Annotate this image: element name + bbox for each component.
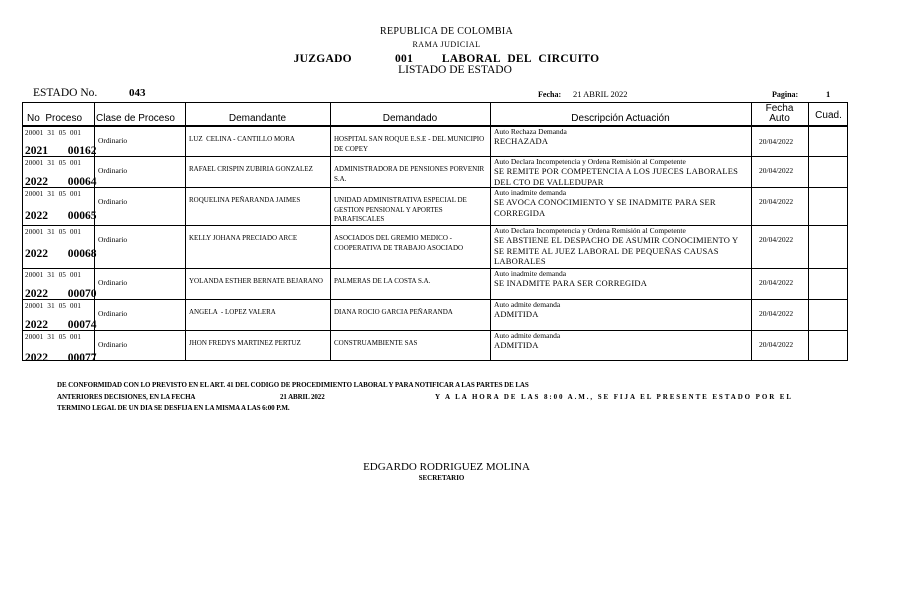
signer-title: SECRETARIO: [418, 474, 465, 482]
process-number: 2022 00065: [25, 210, 97, 222]
actuacion-description: RECHAZADA: [494, 136, 549, 146]
fecha-auto: 20/04/2022: [759, 166, 794, 175]
footer-line-1: DE CONFORMIDAD CON LO PREVISTO EN EL ART. 41 DEL CODIGO DE PROCEDIMIENTO LABORAL Y PARA NOTIFICAR A LAS PARTES DE LAS: [57, 381, 529, 389]
process-number: 2022 00074: [25, 319, 97, 331]
process-code: 20001 31 05 001: [25, 190, 82, 198]
demandado: CONSTRUAMBIENTE SAS: [334, 339, 418, 347]
fecha-auto: 20/04/2022: [759, 278, 794, 287]
footer-date: 21 ABRIL 2022: [280, 393, 325, 401]
estado-label: ESTADO No.: [33, 87, 98, 99]
demandante: JHON FREDYS MARTINEZ PERTUZ: [189, 339, 301, 347]
actuacion-description: ADMITIDA: [494, 309, 539, 319]
republic-title: REPUBLICA DE COLOMBIA: [380, 26, 513, 37]
demandante: ANGELA - LOPEZ VALERA: [189, 308, 276, 316]
table-row: [23, 269, 847, 300]
col-clase: Clase de Proceso: [96, 113, 175, 124]
process-class: Ordinario: [98, 278, 128, 287]
court-title: JUZGADO 001 LABORAL DEL CIRCUITO: [293, 53, 600, 65]
demandante: LUZ CELINA - CANTILLO MORA: [189, 135, 295, 143]
process-class: Ordinario: [98, 166, 128, 175]
process-code: 20001 31 05 001: [25, 333, 82, 341]
process-code: 20001 31 05 001: [25, 129, 82, 137]
footer-line-2-right: Y A LA HORA DE LAS 8:00 A.M., SE FIJA EL PRESENTE ESTADO POR EL: [435, 393, 793, 401]
process-code: 20001 31 05 001: [25, 228, 82, 236]
process-number: 2022 00068: [25, 248, 97, 260]
fecha-auto: 20/04/2022: [759, 340, 794, 349]
process-class: Ordinario: [98, 136, 128, 145]
process-class: Ordinario: [98, 309, 128, 318]
estado-table: [22, 102, 848, 361]
estado-number: 043: [129, 87, 146, 99]
actuacion-type: Auto admite demanda: [494, 300, 561, 309]
demandado: ADMINISTRADORA DE PENSIONES PORVENIR S.A.: [334, 165, 485, 183]
footer-line-2: ANTERIORES DECISIONES, EN LA FECHA: [57, 393, 196, 401]
actuacion-type: Auto inadmite demanda: [494, 269, 567, 278]
table-row: [23, 300, 847, 331]
process-class: Ordinario: [98, 340, 128, 349]
process-code: 20001 31 05 001: [25, 159, 82, 167]
actuacion-description: SE INADMITE PARA SER CORREGIDA: [494, 278, 648, 288]
process-number: 2021 00162: [25, 145, 97, 157]
process-class: Ordinario: [98, 197, 128, 206]
actuacion-description: SE REMITE POR COMPETENCIA A LOS JUECES LABORALES DEL CTO DE VALLEDUPAR: [494, 166, 739, 187]
actuacion-type: Auto Rechaza Demanda: [494, 127, 567, 136]
actuacion-description: SE AVOCA CONOCIMIENTO Y SE INADMITE PARA SER CORREGIDA: [494, 197, 716, 218]
actuacion-description: ADMITIDA: [494, 340, 539, 350]
actuacion-type: Auto admite demanda: [494, 331, 561, 340]
col-demandante: Demandante: [228, 113, 287, 124]
demandado: DIANA ROCIO GARCIA PEÑARANDA: [334, 308, 453, 316]
fecha-value: 21 ABRIL 2022: [573, 89, 628, 99]
table-row: [23, 226, 847, 269]
pagina-label: Pagina:: [772, 90, 799, 99]
col-demandado: Demandado: [382, 113, 438, 124]
col-fecha-auto-2: Auto: [769, 113, 790, 124]
signer-name: EDGARDO RODRIGUEZ MOLINA: [363, 461, 530, 473]
actuacion-type: Auto Declara Incompetencia y Ordena Remisión al Competente: [494, 157, 686, 166]
process-code: 20001 31 05 001: [25, 271, 82, 279]
table-row: [23, 127, 847, 157]
fecha-auto: 20/04/2022: [759, 309, 794, 318]
process-number: 2022 00064: [25, 176, 97, 188]
actuacion-type: Auto inadmite demanda: [494, 188, 567, 197]
footer-line-3: TERMINO LEGAL DE UN DIA SE DESFIJA EN LA MISMA A LAS 6:00 P.M.: [57, 404, 290, 412]
fecha-label: Fecha:: [538, 90, 562, 99]
demandado: UNIDAD ADMINISTRATIVA ESPECIAL DE GESTION PENSIONAL Y APORTES PARAFISCALES: [334, 196, 467, 223]
actuacion-description: SE ABSTIENE EL DESPACHO DE ASUMIR CONOCIMIENTO Y SE REMITE AL JUEZ LABORAL DE PEQUEÑAS CAUSAS LABORALES: [494, 235, 739, 266]
demandante: KELLY JOHANA PRECIADO ARCE: [189, 234, 298, 242]
demandado: HOSPITAL SAN ROQUE E.S.E - DEL MUNICIPIO DE COPEY: [334, 135, 485, 153]
list-title: LISTADO DE ESTADO: [398, 64, 512, 76]
table-row: [23, 331, 847, 361]
fecha-auto: 20/04/2022: [759, 137, 794, 146]
branch-title: RAMA JUDICIAL: [412, 40, 481, 49]
table-header: [23, 103, 847, 127]
fecha-auto: 20/04/2022: [759, 197, 794, 206]
col-fecha-auto-1: Fecha: [765, 103, 794, 114]
process-class: Ordinario: [98, 235, 128, 244]
demandante: ROQUELINA PEÑARANDA JAIMES: [189, 196, 301, 204]
pagina-value: 1: [826, 89, 831, 99]
col-descripcion: Descripción Actuación: [571, 113, 670, 124]
table-row: [23, 188, 847, 226]
demandante: YOLANDA ESTHER BERNATE BEJARANO: [189, 277, 323, 285]
process-number: 2022 00070: [25, 288, 97, 300]
col-cuad: Cuad.: [815, 110, 842, 121]
process-number: 2022 00077: [25, 352, 97, 361]
actuacion-type: Auto Declara Incompetencia y Ordena Remisión al Competente: [494, 226, 686, 235]
fecha-auto: 20/04/2022: [759, 235, 794, 244]
demandante: RAFAEL CRISPIN ZUBIRIA GONZALEZ: [189, 165, 313, 173]
demandado: PALMERAS DE LA COSTA S.A.: [334, 277, 431, 285]
demandado: ASOCIADOS DEL GREMIO MEDICO - COOPERATIVA DE TRABAJO ASOCIADO: [334, 234, 464, 252]
col-no-proceso: No Proceso: [27, 113, 83, 124]
table-row: [23, 157, 847, 188]
process-code: 20001 31 05 001: [25, 302, 82, 310]
